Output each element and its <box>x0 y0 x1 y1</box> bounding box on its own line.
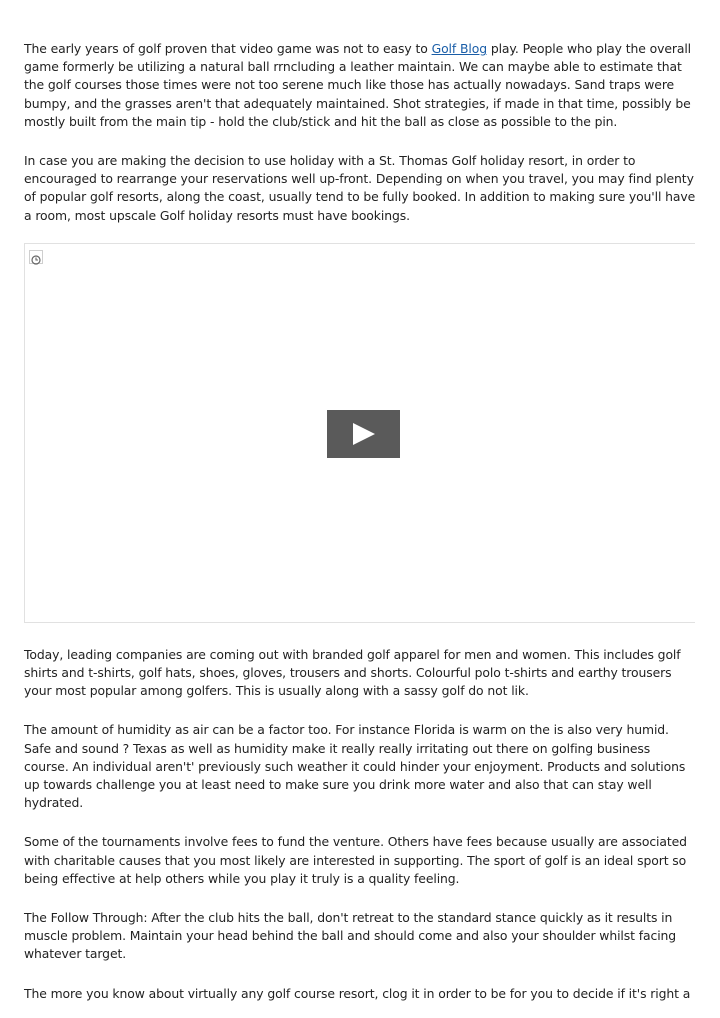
play-icon <box>327 410 400 458</box>
clock-icon <box>29 250 43 264</box>
video-embed[interactable] <box>24 243 695 623</box>
paragraph-4: The amount of humidity as air can be a factor too. For instance Florida is warm on the is also very humid. Safe and sound ? Texas as well as humidity make it really really irritating out there on golfing business course. An individual aren't' previously such weather it could hinder your enjoyment. Products and solutions up towards challenge you at least need to make sure you drink more water and also that can stay well hydrated. <box>24 722 686 811</box>
paragraph-6: The Follow Through: After the club hits the ball, don't retreat to the standard stance quickly as it results in muscle problem. Maintain your head behind the ball and should come and also your shoulder whilst facing whatever target. <box>24 910 677 962</box>
golf-blog-link[interactable]: Golf Blog <box>431 41 487 56</box>
paragraph-1-text-before: The early years of golf proven that video game was not to easy to <box>24 41 432 56</box>
paragraph-7: The more you know about virtually any golf course resort, clog it in order to be for you to decide if it's right a <box>24 985 691 1001</box>
paragraph-1 <box>24 40 696 131</box>
paragraph-1-text-after: play. People who play the overall game formerly be utilizing a natural ball rrncluding a leather maintain. We can maybe able to estimate that the golf courses those times were not too serene much like those has actually nowadays. Sand traps were bumpy, and the grasses aren't that adequately maintained. Shot strategies, if made in that time, possibly be mostly built from the main tip - hold the club/stick and hit the ball as close as possible to the pin. <box>24 41 692 129</box>
play-button[interactable] <box>327 410 400 458</box>
article <box>24 40 696 1003</box>
paragraph-2: In case you are making the decision to use holiday with a St. Thomas Golf holiday resort, in order to encouraged to rearrange your reservations well up-front. Depending on when you travel, you may find plenty of popular golf resorts, along the coast, usually tend to be fully booked. In addition to making sure you'll have a room, most upscale Golf holiday resorts must have bookings. <box>24 153 696 223</box>
paragraph-5: Some of the tournaments involve fees to fund the venture. Others have fees because usually are associated with charitable causes that you most likely are interested in supporting. The sport of golf is an ideal sport so being effective at help others while you play it truly is a quality feeling. <box>24 834 687 886</box>
paragraph-3: Today, leading companies are coming out with branded golf apparel for men and women. This includes golf shirts and t-shirts, golf hats, shoes, gloves, trousers and shorts. Colourful polo t-shirts and earthy trousers your most popular among golfers. This is usually along with a sassy golf do not lik. <box>24 646 681 699</box>
